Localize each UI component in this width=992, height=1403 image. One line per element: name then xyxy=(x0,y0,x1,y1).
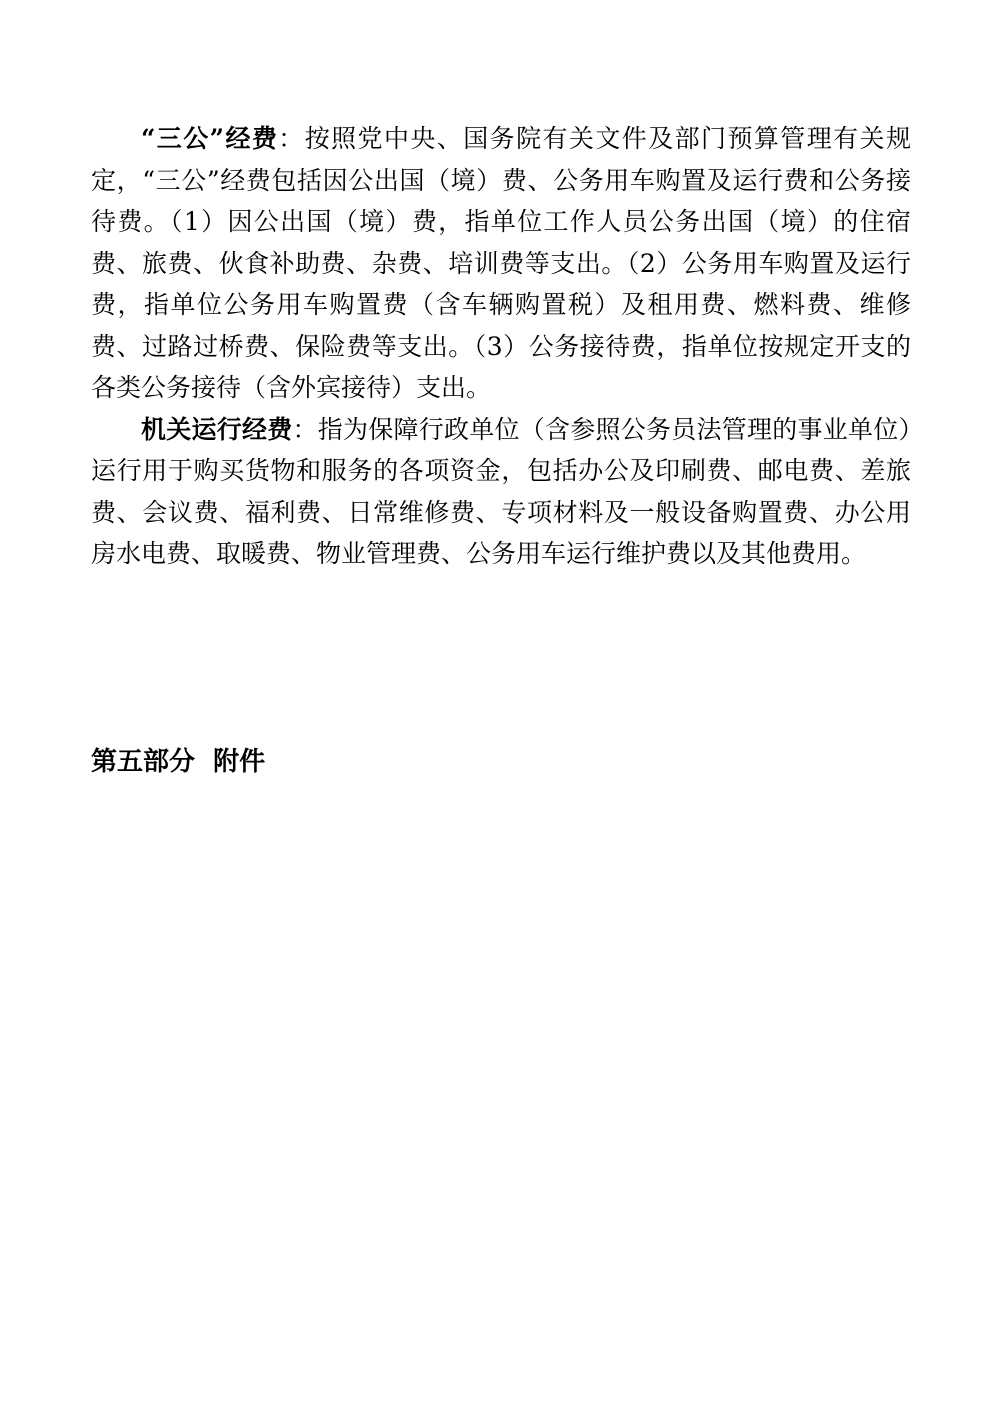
definition-separator: ： xyxy=(278,124,305,153)
definition-agency-operating-funds xyxy=(91,409,911,575)
definition-text: 按照党中央、国务院有关文件及部门预算管理有关规定，“三公”经费包括因公出国（境）费、公务用车购置及运行费和公务接待费。（1）因公出国（境）费，指单位工作人员公务出国（境）的住宿费、旅费、伙食补助费、杂费、培训费等支出。（2）公务用车购置及运行费，指单位公务用车购置费（含车辆购置税）及租用费、燃料费、维修费、过路过桥费、保险费等支出。（3）公务接待费，指单位按规定开支的各类公务接待（含外宾接待）支出。 xyxy=(91,124,911,402)
definition-term: “三公”经费 xyxy=(141,124,279,153)
definition-term: 机关运行经费 xyxy=(141,414,293,444)
definition-separator: ： xyxy=(292,414,318,444)
definition-text: 指为保障行政单位（含参照公务员法管理的事业单位）运行用于购买货物和服务的各项资金，包括办公及印刷费、邮电费、差旅费、会议费、福利费、日常维修费、专项材料及一般设备购置费、办公用房水电费、取暖费、物业管理费、公务用车运行维护费以及其他费用。 xyxy=(91,414,911,568)
definition-sangong-funds xyxy=(91,118,911,409)
section-heading-part-five: 第五部分 附件 xyxy=(91,747,266,777)
document-body xyxy=(91,118,911,575)
